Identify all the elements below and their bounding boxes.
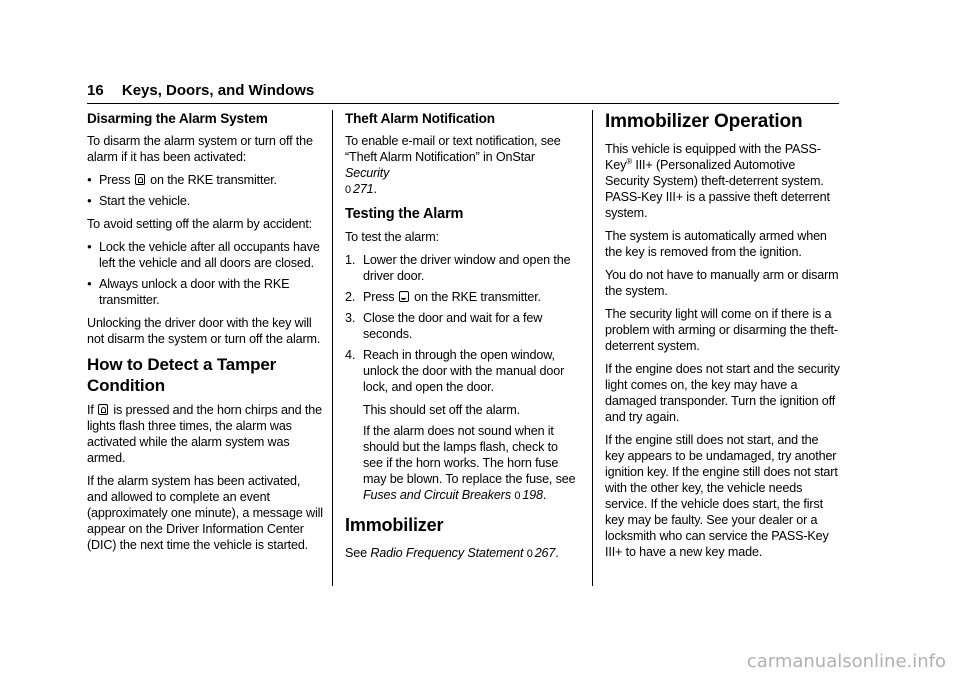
heading-disarming-alarm: Disarming the Alarm System: [87, 111, 268, 126]
bullet-text: Press: [99, 173, 134, 187]
theft-text: To enable e-mail or text notification, see “Theft Alarm Notification” in OnStar: [345, 134, 561, 164]
tamper-text: is pressed and the horn chirps and the lights flash three times, the alarm was activated while the alarm system was armed.: [87, 403, 322, 465]
bullet-unlock-rke: ● Always unlock a door with the RKE transmitter.: [87, 276, 323, 308]
xref-title[interactable]: Radio Frequency Statement: [370, 546, 524, 560]
xref-page[interactable]: 271: [352, 182, 374, 196]
step-4-troubleshoot: [345, 423, 578, 504]
step-text: Press: [363, 290, 398, 304]
column-divider-2: [592, 110, 593, 586]
paragraph-unlock-key: Unlocking the driver door with the key will not disarm the system or turn off the alarm.: [87, 316, 321, 346]
avoid-bullet-list: [87, 239, 323, 308]
xref-page[interactable]: 267: [534, 546, 556, 560]
heading-testing-alarm: Testing the Alarm: [345, 206, 464, 222]
heading-tamper-condition: How to Detect a Tamper Condition: [87, 355, 277, 395]
column-divider-1: [332, 110, 333, 586]
rke-lock-icon: [399, 291, 409, 302]
heading-immobilizer: Immobilizer: [345, 515, 444, 535]
bullet-press-unlock: [87, 172, 323, 188]
paragraph-auto-armed: The system is automatically armed when the key is removed from the ignition.: [605, 229, 827, 259]
step-number: 4.: [345, 348, 356, 362]
troubleshoot-text: If the alarm does not sound when it should but the lamps flash, check to see if the horn works. The horn fuse may be blown. To replace the fuse, see: [363, 424, 576, 486]
registered-mark: ®: [626, 156, 633, 166]
paragraph-tamper: [87, 402, 323, 466]
paragraph-immobilizer-see: [345, 545, 578, 562]
paragraph-disarm-intro: To disarm the alarm system or turn off the alarm if it has been activated:: [87, 134, 313, 164]
heading-immobilizer-operation: Immobilizer Operation: [605, 111, 803, 132]
page-header: [87, 82, 839, 104]
xref-page[interactable]: 198: [522, 488, 543, 502]
punct: .: [373, 182, 377, 196]
tamper-text: If: [87, 403, 98, 417]
xref-arrow-icon: 0: [345, 184, 351, 196]
section-title: Keys, Doors, and Windows: [121, 82, 315, 99]
step-4-result: This should set off the alarm.: [363, 403, 520, 417]
paragraph-avoid-intro: To avoid setting off the alarm by accident:: [87, 217, 313, 231]
punct: .: [555, 546, 559, 560]
step-1: [345, 252, 578, 284]
step-4: [345, 347, 578, 395]
paragraph-test-intro: To test the alarm:: [345, 230, 439, 244]
disarm-bullet-list: [87, 172, 323, 209]
passkey-text: This vehicle is equipped with the PASS-Key: [605, 142, 821, 172]
column-left: [87, 110, 323, 560]
paragraph-try-another-key: If the engine still does not start, and the key appears to be undamaged, try another ignition key. If the engine still does not start with the other key, the vehicle needs service. If the vehicle does start, the first key may be faulty. See your dealer or a locksmith who can service the PASS-Key III+ to have a new key made.: [605, 433, 838, 559]
xref-title[interactable]: Fuses and Circuit Breakers: [363, 488, 511, 502]
paragraph-passkey: [605, 141, 840, 221]
paragraph-theft-notification: [345, 133, 578, 198]
step-text: Close the door and wait for a few seconds.: [363, 311, 543, 341]
rke-unlock-icon: [98, 404, 108, 415]
xref-arrow-icon: 0: [526, 548, 533, 560]
step-number: 1.: [345, 253, 356, 267]
paragraph-dic-message: If the alarm system has been activated, and allowed to complete an event (approximately one minute), a message will appear on the Driver Information Center (DIC) the next time the vehicle is started.: [87, 474, 323, 552]
paragraph-engine-no-start: If the engine does not start and the security light comes on, the key may have a damaged transponder. Turn the ignition off and try again.: [605, 362, 840, 424]
paragraph-manual-arm: You do not have to manually arm or disarm the system.: [605, 268, 839, 298]
see-text: See: [345, 546, 371, 560]
passkey-text: III+ (Personalized Automotive Security System) theft-deterrent system. PASS-Key III+ is a passive theft deterrent system.: [605, 158, 830, 220]
bullet-text: on the RKE transmitter.: [146, 173, 277, 187]
page-number: 16: [87, 82, 104, 99]
step-text: Lower the driver window and open the driver door.: [363, 253, 571, 283]
watermark: carmanualsonline.info: [746, 651, 946, 672]
bullet-lock-vehicle: ● Lock the vehicle after all occupants have left the vehicle and all doors are closed.: [87, 239, 323, 271]
paragraph-security-light: The security light will come on if there is a problem with arming or disarming the theft-deterrent system.: [605, 307, 838, 353]
step-text: on the RKE transmitter.: [410, 290, 541, 304]
step-3: [345, 310, 578, 342]
xref-arrow-icon: 0: [514, 490, 521, 502]
xref-title[interactable]: Security: [345, 166, 390, 180]
step-2: [345, 289, 578, 305]
test-steps-list: [345, 252, 578, 395]
heading-theft-notification: Theft Alarm Notification: [345, 111, 495, 126]
step-text: Reach in through the open window, unlock the door with the manual door lock, and open the door.: [363, 348, 565, 394]
bullet-start-vehicle: ● Start the vehicle.: [87, 193, 323, 209]
column-middle: [345, 110, 578, 569]
punct: .: [542, 488, 547, 502]
step-number: 2.: [345, 290, 356, 304]
rke-unlock-icon: [135, 174, 145, 185]
step-number: 3.: [345, 311, 356, 325]
column-right: [605, 110, 840, 567]
